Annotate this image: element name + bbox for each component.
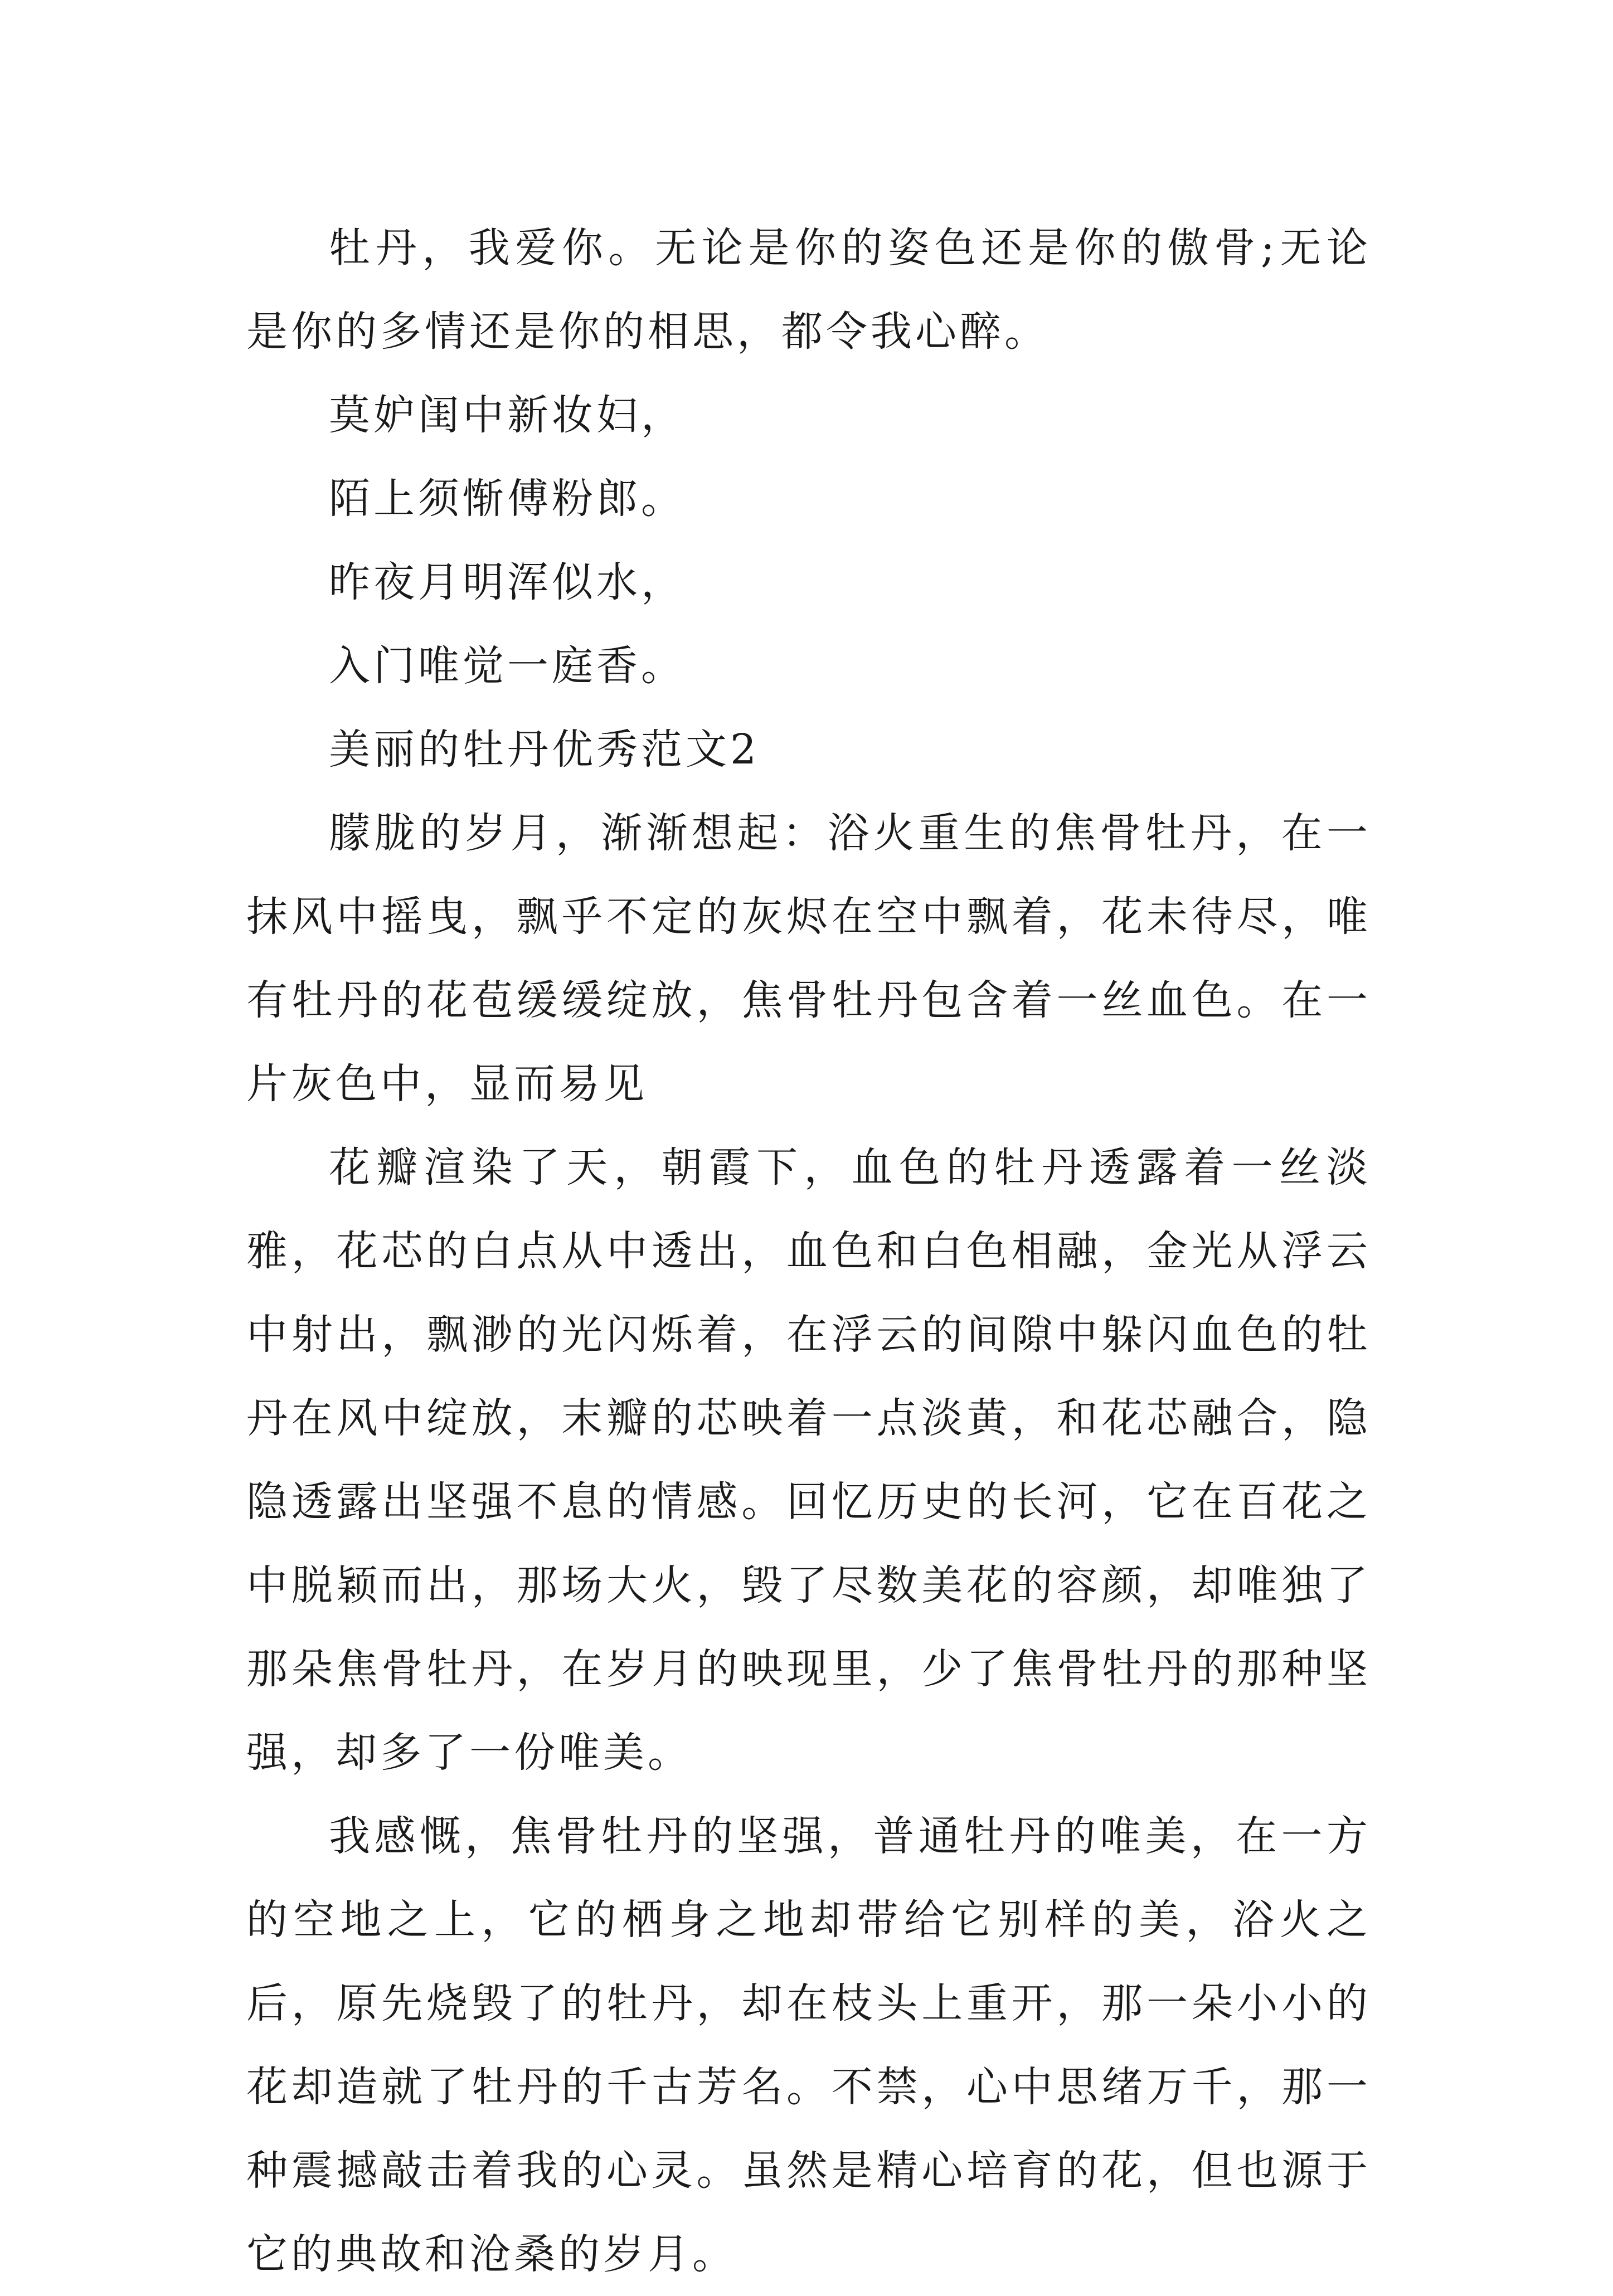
paragraph-petals: 花瓣渲染了天，朝霞下，血色的牡丹透露着一丝淡雅，花芯的白点从中透出，血色和白色相融，金光从浮云中射出，飘渺的光闪烁着，在浮云的间隙中躲闪血色的牡丹在风中绽放，末瓣的芯映着一点淡黄，和花芯融合，隐隐透露出坚强不息的情感。回忆历史的长河，它在百花之中脱颖而出，那场大火，毁了尽数美花的容颜，却唯独了那朵焦骨牡丹，在岁月的映现里，少了焦骨牡丹的那种坚强，却多了一份唯美。 bbox=[246, 1144, 1371, 1777]
poem-line-4: 入门唯觉一庭香。 bbox=[329, 642, 686, 690]
paragraph-sigh: 我感慨，焦骨牡丹的坚强，普通牡丹的唯美，在一方的空地之上，它的栖身之地却带给它别样的美，浴火之后，原先烧毁了的牡丹，却在枝头上重开，那一朵小小的花却造就了牡丹的千古芳名。不禁，心中思绪万千，那一种震撼敲击着我的心灵。虽然是精心培育的花，但也源于它的典故和沧桑的岁月。 bbox=[246, 1812, 1371, 2278]
document-body bbox=[246, 206, 1371, 2296]
poem-line-3: 昨夜月明浑似水， bbox=[329, 558, 686, 606]
poem-line-2: 陌上须惭傅粉郎。 bbox=[329, 475, 686, 523]
poem-line-1: 莫妒闺中新妆妇， bbox=[329, 391, 686, 439]
section-heading: 美丽的牡丹优秀范文2 bbox=[329, 726, 760, 774]
paragraph-peony-love: 牡丹，我爱你。无论是你的姿色还是你的傲骨;无论是你的多情还是你的相思，都令我心醉。 bbox=[246, 224, 1371, 356]
paragraph-hazy-years: 朦胧的岁月，渐渐想起：浴火重生的焦骨牡丹，在一抹风中摇曳，飘乎不定的灰烬在空中飘着，花未待尽，唯有牡丹的花苞缓缓绽放，焦骨牡丹包含着一丝血色。在一片灰色中，显而易见 bbox=[246, 809, 1371, 1108]
